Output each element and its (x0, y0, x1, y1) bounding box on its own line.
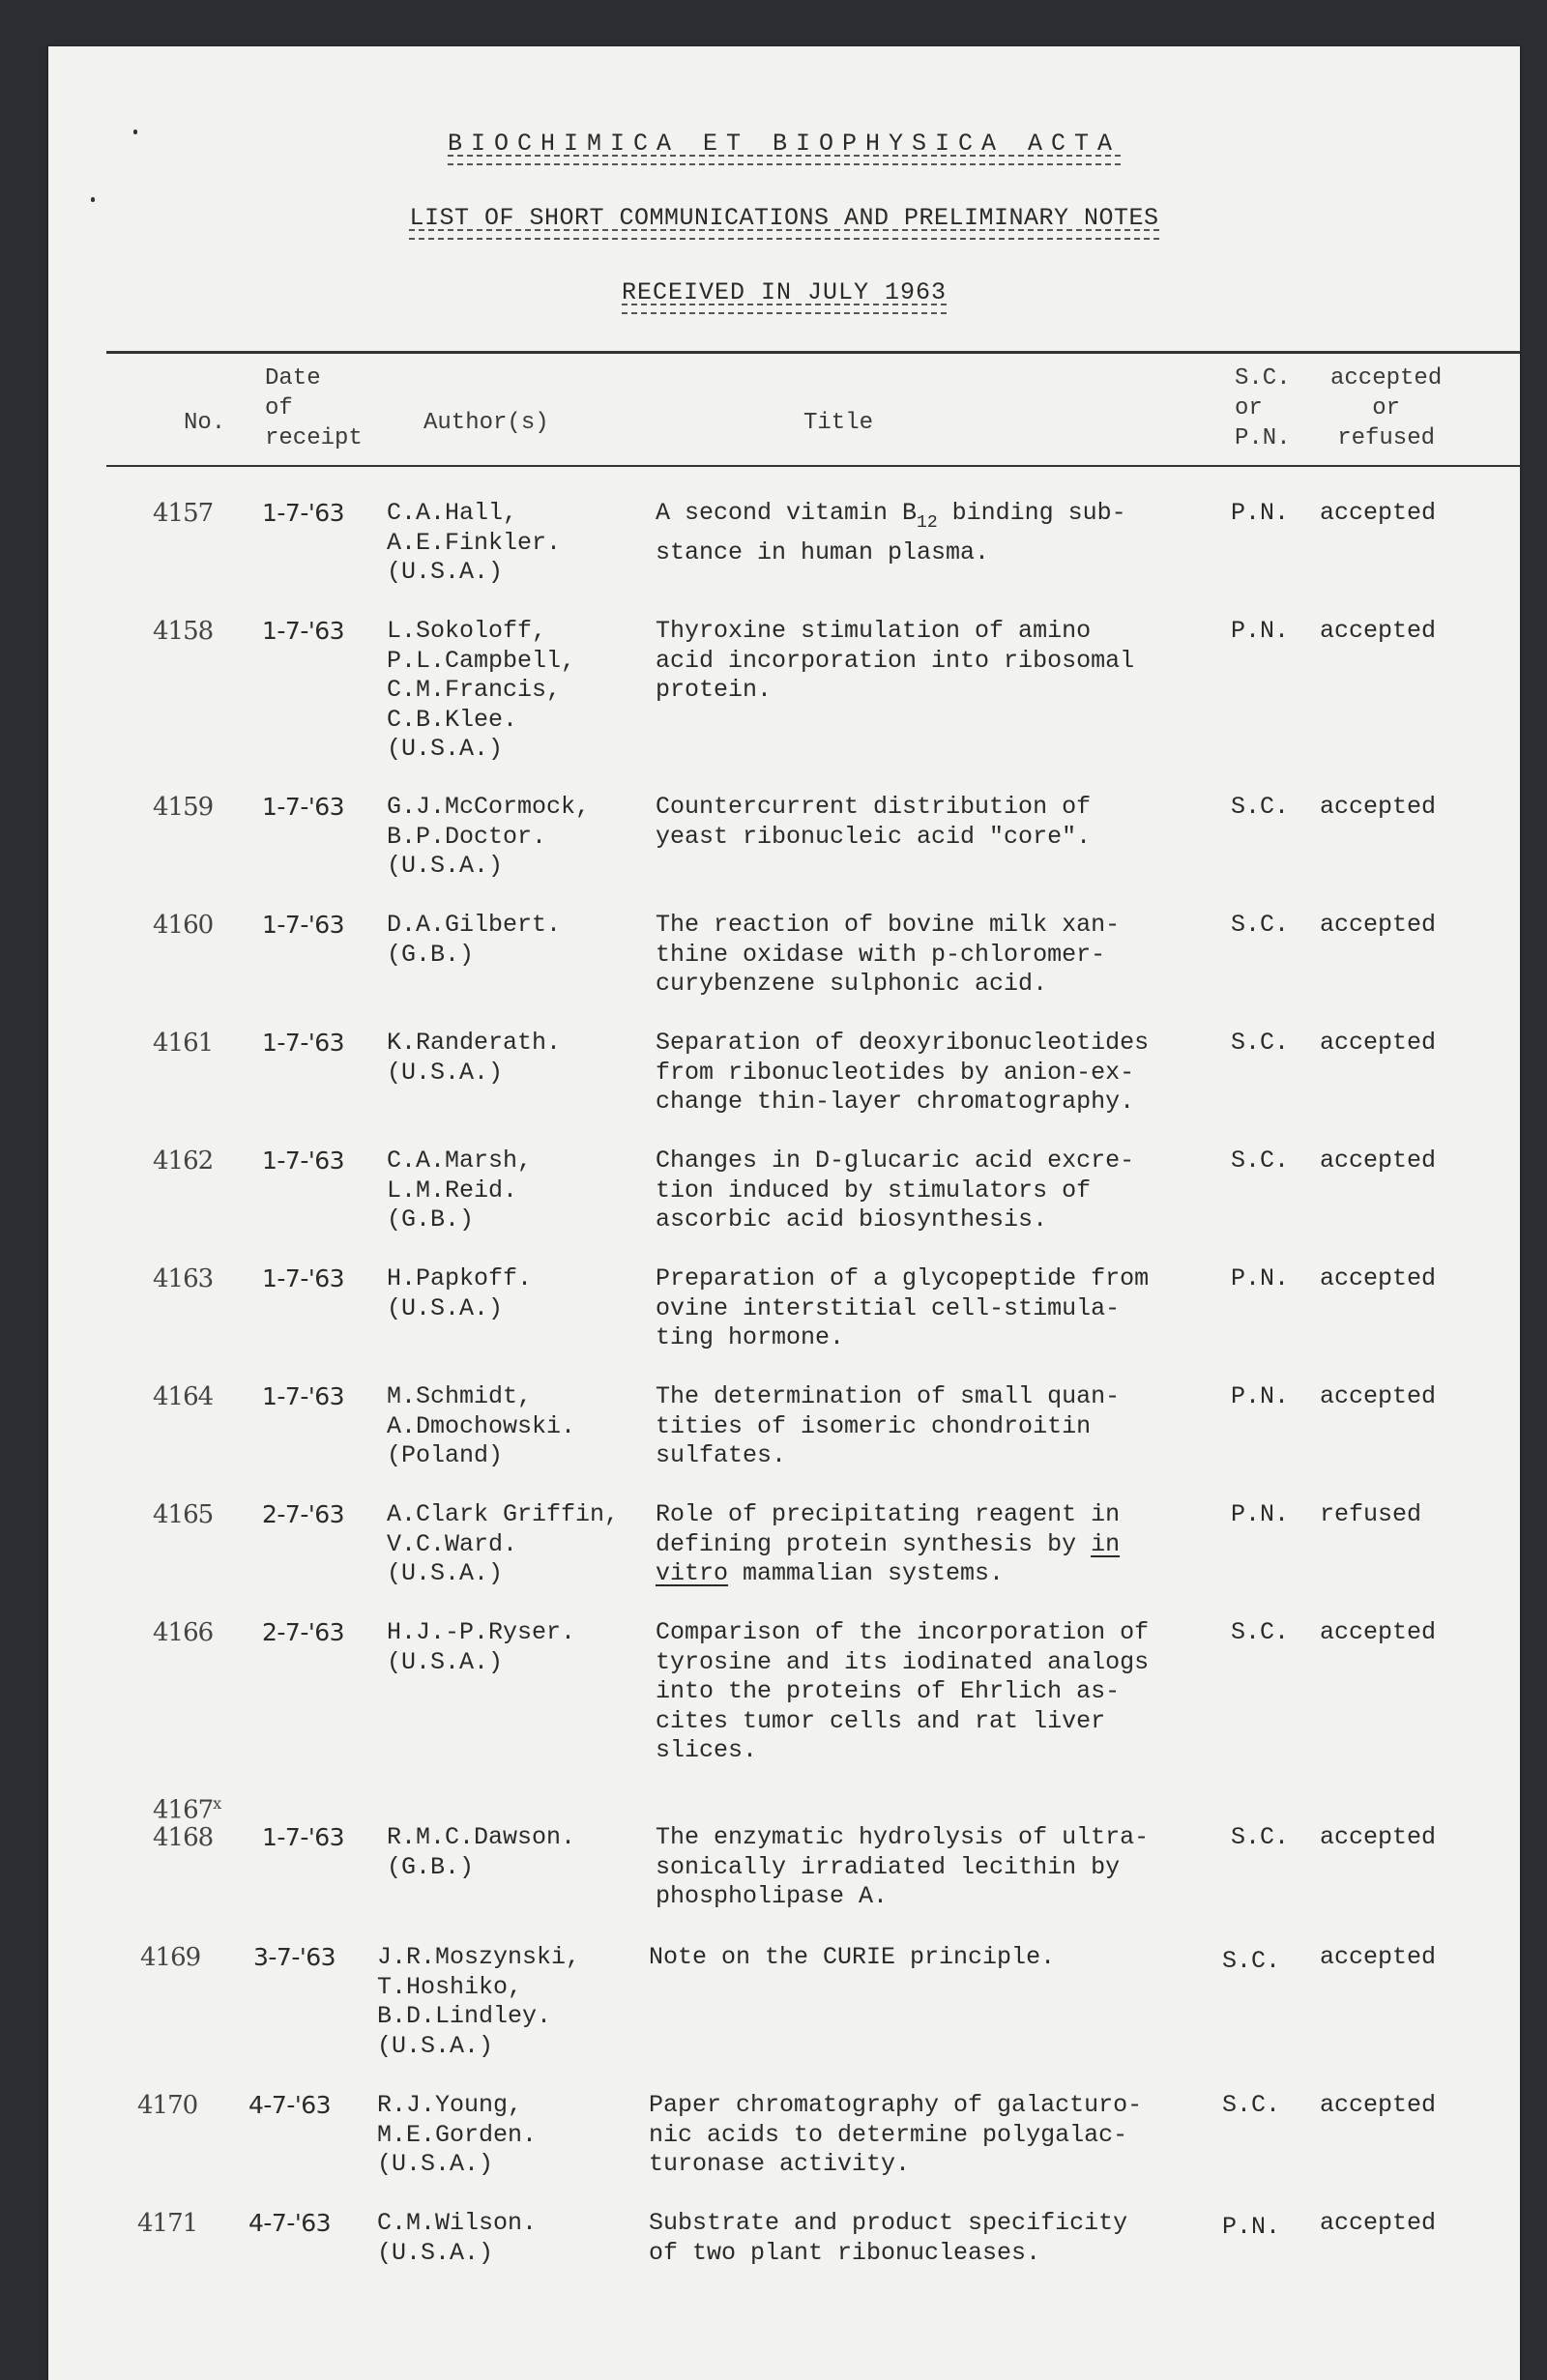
row-status: accepted (1320, 2091, 1437, 2119)
row-type: S.C. (1231, 1618, 1290, 1646)
row-type: S.C. (1231, 1029, 1290, 1057)
row-title: Countercurrent distribution of yeast ribonucleic acid "core". (656, 793, 1092, 851)
row-authors: R.J.Young, M.E.Gorden. (U.S.A.) (377, 2091, 538, 2178)
table-row (48, 1029, 1520, 1116)
row-type: P.N. (1231, 617, 1290, 645)
row-date: 1-7-'63 (262, 1146, 345, 1175)
row-status: accepted (1320, 1146, 1437, 1175)
row-status: accepted (1320, 793, 1437, 821)
row-number: 4163 (153, 1264, 214, 1293)
row-type: P.N. (1231, 1382, 1290, 1410)
row-type: S.C. (1222, 1947, 1281, 1975)
row-authors: G.J.McCormock, B.P.Doctor. (U.S.A.) (387, 793, 591, 880)
row-authors: L.Sokoloff, P.L.Campbell, C.M.Francis, C.B.Klee. (U.S.A.) (387, 617, 576, 763)
row-date: 2-7-'63 (262, 1618, 345, 1646)
row-date: 1-7-'63 (262, 1823, 345, 1851)
table-row (48, 1500, 1520, 1587)
row-date: 3-7-'63 (253, 1943, 336, 1971)
row-number: 4168 (153, 1823, 214, 1852)
row-status: refused (1320, 1500, 1422, 1528)
row-authors: R.M.C.Dawson. (G.B.) (387, 1823, 576, 1881)
table-row (48, 911, 1520, 998)
row-title: Thyroxine stimulation of amino acid incorporation into ribosomal protein. (656, 617, 1135, 704)
row-status: accepted (1320, 911, 1437, 939)
row-date: 1-7-'63 (262, 617, 345, 645)
row-date: 1-7-'63 (262, 1264, 345, 1292)
row-type: P.N. (1222, 2213, 1281, 2241)
received-heading: RECEIVED IN JULY 1963 (621, 278, 948, 306)
row-type: P.N. (1231, 499, 1290, 527)
table-row (48, 1618, 1520, 1764)
row-type: P.N. (1231, 1500, 1290, 1528)
table-row (48, 499, 1520, 586)
col-header-no: No. (184, 410, 226, 436)
row-type: S.C. (1231, 1823, 1290, 1851)
row-authors: H.Papkoff. (U.S.A.) (387, 1264, 533, 1322)
row-number: 4166 (153, 1618, 214, 1647)
col-header-title: Title (803, 410, 874, 436)
row-authors: A.Clark Griffin, V.C.Ward. (U.S.A.) (387, 1500, 620, 1587)
row-type: S.C. (1222, 2091, 1281, 2119)
table-top-rule (106, 351, 1520, 354)
col-header-date: Date of receipt (265, 365, 363, 451)
table-row (48, 2091, 1520, 2178)
row-title: Separation of deoxyribonucleotides from ribonucleotides by anion-ex- change thin-layer chromatography. (656, 1029, 1150, 1116)
row-status: accepted (1320, 1823, 1437, 1851)
table-row (48, 1382, 1520, 1469)
table-row (48, 1146, 1520, 1234)
table-row (48, 793, 1520, 880)
row-number: 4169 (140, 1943, 201, 1972)
row-number: 4160 (153, 911, 214, 940)
row-authors: D.A.Gilbert. (G.B.) (387, 911, 562, 969)
row-number: 4171 (137, 2209, 198, 2238)
row-number: 4164 (153, 1382, 214, 1411)
row-authors: M.Schmidt, A.Dmochowski. (Poland) (387, 1382, 576, 1469)
row-title: Substrate and product specificity of two plant ribonucleases. (649, 2209, 1128, 2267)
row-date: 4-7-'63 (248, 2209, 332, 2237)
row-date: 1-7-'63 (262, 911, 345, 939)
row-type: S.C. (1231, 911, 1290, 939)
row-title: Comparison of the incorporation of tyrosine and its iodinated analogs into the proteins of Ehrlich as- cites tumor cells and rat liver slices. (656, 1618, 1150, 1764)
row-authors: C.A.Marsh, L.M.Reid. (G.B.) (387, 1146, 533, 1234)
table-row (48, 1943, 1520, 2060)
row-title: The enzymatic hydrolysis of ultra- sonically irradiated lecithin by phospholipase A. (656, 1823, 1150, 1910)
row-type: S.C. (1231, 1146, 1290, 1175)
list-title: LIST OF SHORT COMMUNICATIONS AND PRELIMINARY NOTES (409, 204, 1159, 232)
table-row (48, 1823, 1520, 1910)
table-row (48, 617, 1520, 763)
row-date: 1-7-'63 (262, 499, 345, 527)
row-status: accepted (1320, 1618, 1437, 1646)
document-page (48, 46, 1520, 2380)
row-title: Paper chromatography of galacturo- nic acids to determine polygalac- turonase activity. (649, 2091, 1143, 2178)
row-date: 4-7-'63 (248, 2091, 332, 2119)
row-title: Note on the CURIE principle. (649, 1943, 1056, 1971)
row-number: 4159 (153, 793, 214, 822)
row-status: accepted (1320, 1029, 1437, 1057)
ink-mark (91, 197, 95, 202)
row-number: 4158 (153, 617, 214, 646)
row-number: 4162 (153, 1146, 214, 1175)
skipped-number: 4167$^x$ (153, 1794, 221, 1825)
row-status: accepted (1320, 617, 1437, 645)
row-title: Role of precipitating reagent in defining protein synthesis by in vitro mammalian systems. (656, 1500, 1121, 1587)
row-authors: H.J.-P.Ryser. (U.S.A.) (387, 1618, 576, 1676)
row-date: 1-7-'63 (262, 1029, 345, 1057)
col-header-status: accepted or refused (1330, 365, 1443, 451)
row-date: 2-7-'63 (262, 1500, 345, 1528)
row-number: 4165 (153, 1500, 214, 1529)
row-date: 1-7-'63 (262, 1382, 345, 1410)
table-header-rule (106, 465, 1520, 467)
row-title: Changes in D-glucaric acid excre- tion induced by stimulators of ascorbic acid biosynthesis. (656, 1146, 1135, 1234)
row-type: S.C. (1231, 793, 1290, 821)
table-row (48, 1264, 1520, 1351)
row-status: accepted (1320, 1264, 1437, 1292)
row-status: accepted (1320, 2209, 1437, 2237)
row-status: accepted (1320, 499, 1437, 527)
row-number: 4161 (153, 1029, 214, 1058)
col-header-authors: Author(s) (423, 410, 549, 436)
table-row (48, 2209, 1520, 2267)
journal-title: BIOCHIMICA ET BIOPHYSICA ACTA (447, 130, 1122, 158)
row-authors: C.A.Hall, A.E.Finkler. (U.S.A.) (387, 499, 562, 586)
row-authors: C.M.Wilson. (U.S.A.) (377, 2209, 538, 2267)
row-title: Preparation of a glycopeptide from ovine interstitial cell-stimula- ting hormone. (656, 1264, 1150, 1351)
row-title: The reaction of bovine milk xan- thine oxidase with p-chloromer- curybenzene sulphonic acid. (656, 911, 1121, 998)
row-title: A second vitamin $B_{12}$ binding sub- stance in human plasma. (656, 499, 1126, 566)
row-status: accepted (1320, 1382, 1437, 1410)
row-date: 1-7-'63 (262, 793, 345, 821)
row-title: The determination of small quan- tities of isomeric chondroitin sulfates. (656, 1382, 1121, 1469)
row-number: 4170 (137, 2091, 198, 2120)
row-authors: K.Randerath. (U.S.A.) (387, 1029, 562, 1087)
row-number: 4157 (153, 499, 214, 528)
row-type: P.N. (1231, 1264, 1290, 1292)
col-header-type: S.C. or P.N. (1235, 365, 1291, 451)
row-authors: J.R.Moszynski, T.Hoshiko, B.D.Lindley. (U.S.A.) (377, 1943, 581, 2060)
row-status: accepted (1320, 1943, 1437, 1971)
